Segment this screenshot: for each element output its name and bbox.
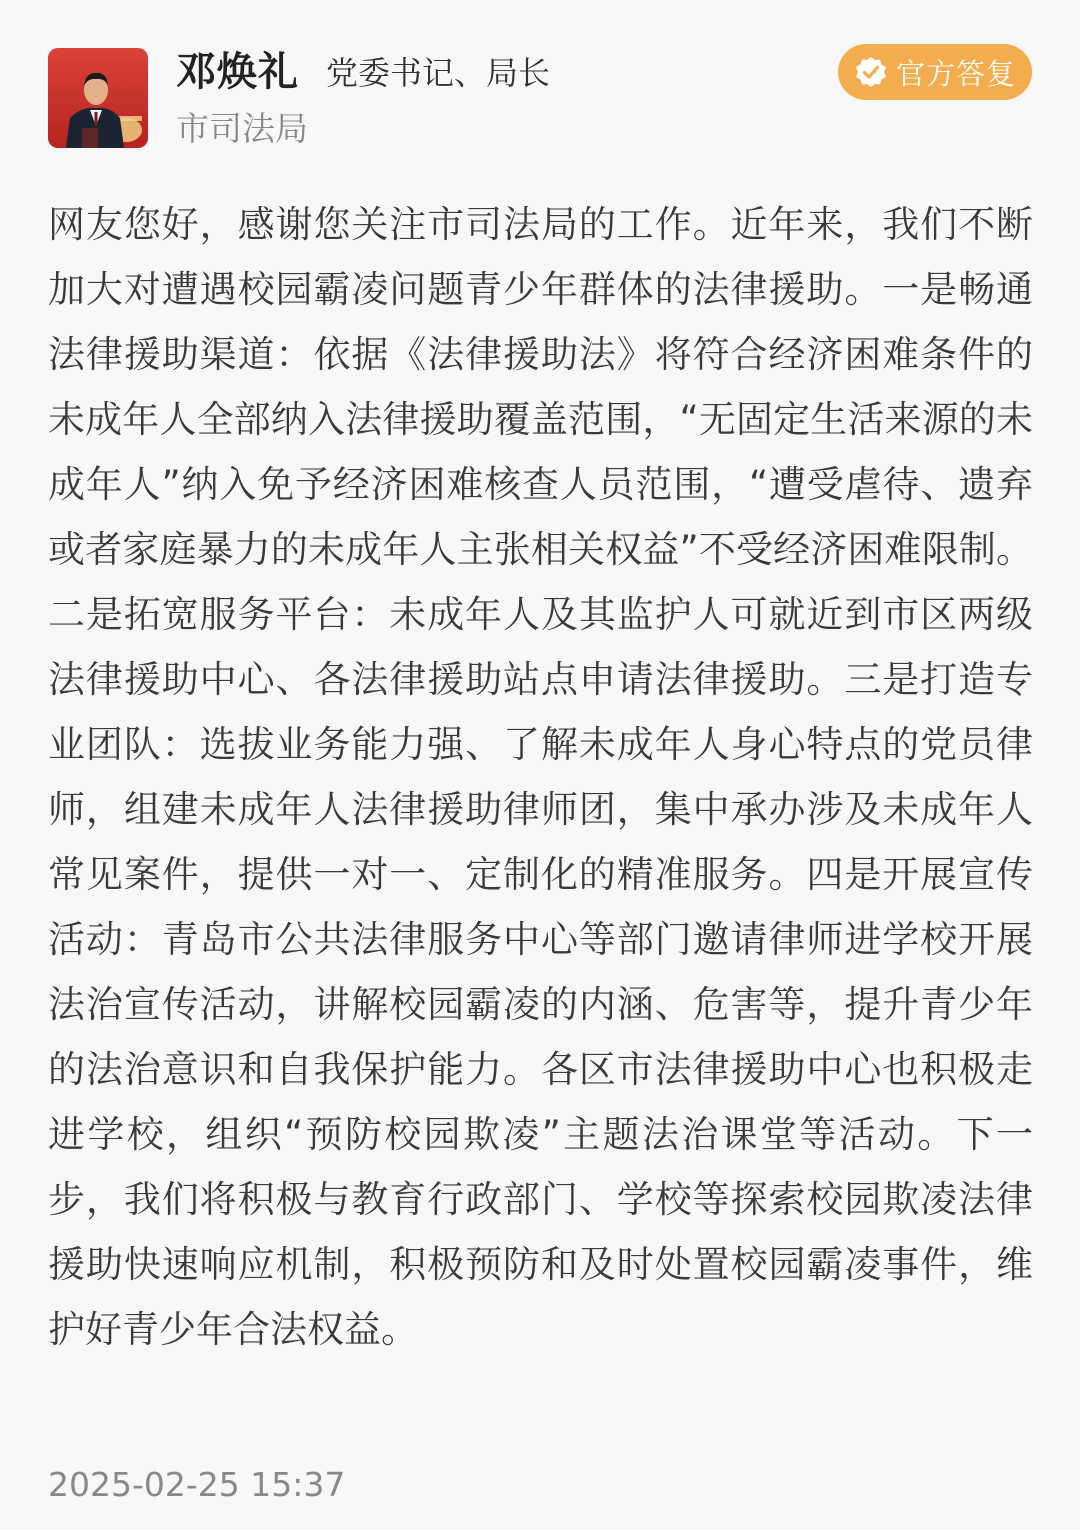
check-badge-icon	[854, 55, 888, 89]
author-name: 邓焕礼	[176, 49, 299, 95]
badge-label: 官方答复	[895, 56, 1016, 91]
reply-body: 网友您好，感谢您关注市司法局的工作。近年来，我们不断加大对遭遇校园霸凌问题青少年群体的法律援助。一是畅通法律援助渠道：依据《法律援助法》将符合经济困难条件的未成年人全部纳入法律援助覆盖范围，“无固定生活来源的未成年人”纳入免予经济困难核查人员范围，“遭受虐待、遗弃或者家庭暴力的未成年人主张相关权益”不受经济困难限制。二是拓宽服务平台：未成年人及其监护人可就近到市区两级法律援助中心、各法律援助站点申请法律援助。三是打造专业团队：选拔业务能力强、了解未成年人身心特点的党员律师，组建未成年人法律援助律师团，集中承办涉及未成年人常见案件，提供一对一、定制化的精准服务。四是开展宣传活动：青岛市公共法律服务中心等部门邀请律师进学校开展法治宣传活动，讲解校园霸凌的内涵、危害等，提升青少年的法治意识和自我保护能力。各区市法律援助中心也积极走进学校，组织“预防校园欺凌”主题法治课堂等活动。下一步，我们将积极与教育行政部门、学校等探索校园欺凌法律援助快速响应机制，积极预防和及时处置校园霸凌事件，维护好青少年合法权益。	[48, 203, 1033, 1351]
official-reply-badge	[838, 44, 1032, 100]
reply-header	[0, 0, 1080, 170]
portrait-image	[48, 48, 148, 148]
author-position: 党委书记、局长	[326, 54, 551, 92]
author-organization: 市司法局	[176, 109, 308, 148]
author-avatar[interactable]	[48, 48, 148, 148]
reply-timestamp: 2025-02-25 15:37	[48, 1465, 346, 1504]
